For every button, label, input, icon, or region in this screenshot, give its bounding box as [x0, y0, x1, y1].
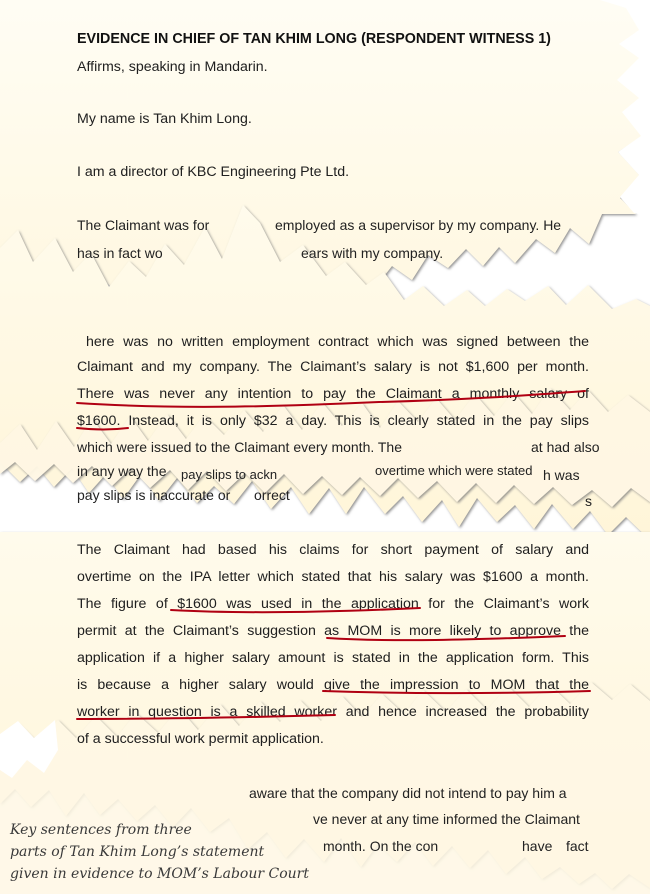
section3-line-3: The figure of $1600 was used in the application for the Claimant’s work	[77, 596, 589, 612]
caption-line-1: Key sentences from three	[10, 822, 192, 838]
section1-fragment-right: employed as a supervisor by my company. He	[275, 217, 562, 233]
section2-line-1: here was no written employment contract which was signed between the	[86, 334, 589, 350]
section2-fragment-2: at had also	[531, 439, 600, 455]
section2-fragment-8: orrect	[254, 487, 290, 503]
section2-fragment-9: s	[585, 493, 592, 509]
document-heading: EVIDENCE IN CHIEF OF TAN KHIM LONG (RESPONDENT WITNESS 1)	[77, 31, 551, 47]
witness-name-line: My name is Tan Khim Long.	[77, 111, 252, 127]
section4-fragment-4: have	[522, 838, 553, 854]
director-line: I am a director of KBC Engineering Pte Ltd.	[77, 164, 350, 180]
section2-fragment-5: overtime which were stated	[375, 463, 533, 478]
section3-line-5: application if a higher salary amount is stated in the application form. This	[77, 650, 589, 666]
section2-fragment-7: pay slips is inaccurate or	[77, 487, 231, 503]
section3-line-7: worker in question is a skilled worker and hence increased the probability	[77, 704, 589, 720]
section1-fragment-left: The Claimant was for	[77, 217, 210, 233]
section2-fragment-4: pay slips to ackn	[181, 467, 278, 482]
section2-line-4: $1600. Instead, it is only $32 a day. This is clearly stated in the pay slips	[77, 413, 589, 429]
section1-fragment-lower-right: ears with my company.	[301, 245, 444, 261]
section3-line-8: of a successful work permit application.	[77, 731, 324, 747]
section4-fragment-5: fact	[566, 838, 589, 854]
section4-fragment-3: month. On the con	[323, 838, 439, 854]
section3-line-4: permit at the Claimant’s suggestion as MOM is more likely to approve the	[77, 623, 589, 639]
section2-line-2: Claimant and my company. The Claimant’s salary is not $1,600 per month.	[77, 359, 589, 375]
caption-line-2: parts of Tan Khim Long’s statement	[10, 844, 265, 860]
section3-line-6: is because a higher salary would give the impression to MOM that the	[77, 677, 589, 693]
section1-fragment-lower-left: has in fact wo	[77, 245, 163, 261]
section2-fragment-1: which were issued to the Claimant every month. The	[77, 439, 403, 455]
section4-fragment-1: aware that the company did not intend to pay him a	[249, 785, 567, 801]
section3-line-2: overtime on the IPA letter which stated that his salary was $1600 a month.	[77, 569, 589, 585]
caption-line-3: given in evidence to MOM’s Labour Court	[10, 866, 309, 882]
section2-fragment-6: h was	[543, 467, 580, 483]
section4-fragment-2: ve never at any time informed the Claimant	[313, 811, 580, 827]
section2-fragment-3: in any way the	[77, 463, 167, 479]
section2-line-3: There was never any intention to pay the Claimant a monthly salary of	[77, 386, 589, 402]
section3-line-1: The Claimant had based his claims for short payment of salary and	[77, 542, 589, 558]
affirmation-line: Affirms, speaking in Mandarin.	[77, 59, 268, 75]
